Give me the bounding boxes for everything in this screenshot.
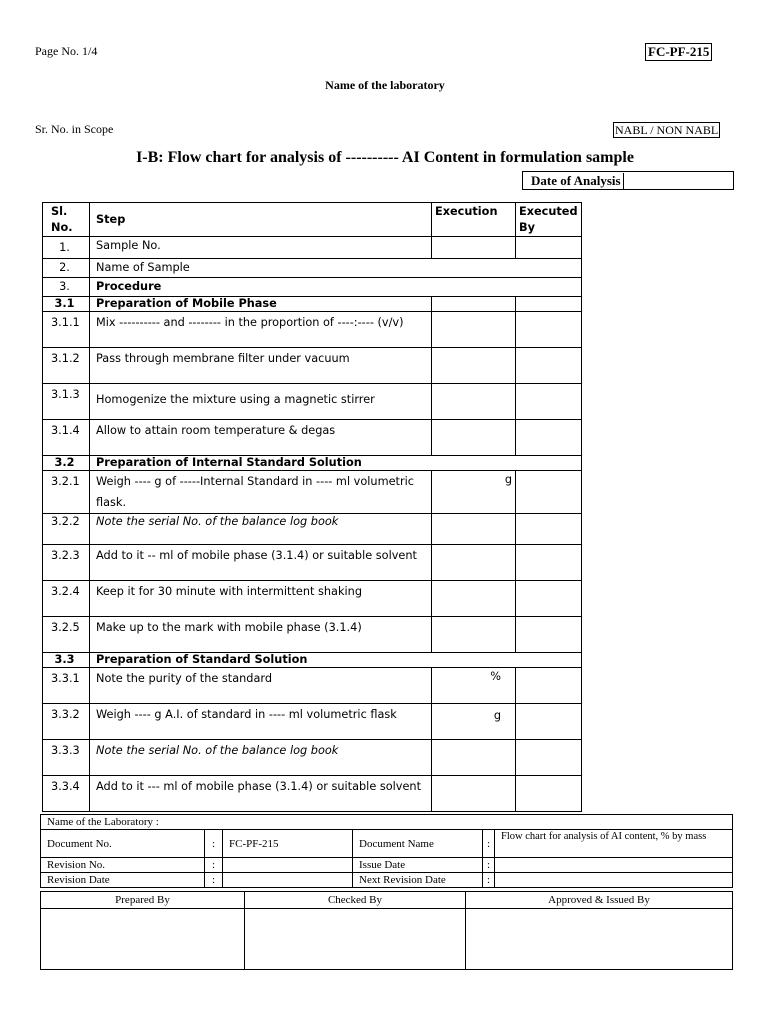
row-no: 3.2.5 <box>43 617 90 653</box>
colon: : <box>483 858 495 873</box>
next-rev-value[interactable] <box>495 873 733 888</box>
row-step: Preparation of Internal Standard Solution <box>90 456 582 471</box>
document-control-table <box>40 814 733 888</box>
row-step: Weigh ---- g A.I. of standard in ---- ml volumetric flask <box>90 704 432 740</box>
executed-by-cell[interactable] <box>516 237 582 259</box>
row-no: 3.1 <box>43 297 90 312</box>
date-of-analysis-label: Date of Analysis <box>531 173 624 189</box>
execution-unit[interactable]: g <box>432 704 516 740</box>
executed-by-cell[interactable] <box>516 297 582 312</box>
page-number: Page No. 1/4 <box>35 44 98 58</box>
row-step: Name of Sample <box>90 259 582 278</box>
colon: : <box>205 858 223 873</box>
execution-unit[interactable]: g <box>432 471 516 514</box>
row-step: Mix ---------- and -------- in the proportion of ----:---- (v/v) <box>90 312 432 348</box>
executed-by-cell[interactable] <box>516 420 582 456</box>
executed-by-cell[interactable] <box>516 581 582 617</box>
executed-by-cell[interactable] <box>516 312 582 348</box>
nabl-label: NABL / NON NABL <box>615 123 719 137</box>
row-no: 3.2.1 <box>43 471 90 514</box>
row-step: Allow to attain room temperature & degas <box>90 420 432 456</box>
footer-row <box>41 873 733 888</box>
footer-row <box>41 830 733 858</box>
footer-lab-name: Name of the Laboratory : <box>41 815 733 830</box>
row-no: 3.3.3 <box>43 740 90 776</box>
rev-no-value[interactable] <box>223 858 353 873</box>
table-row <box>43 776 582 812</box>
col-step: Step <box>90 203 432 237</box>
executed-by-cell[interactable] <box>516 704 582 740</box>
table-row <box>43 259 582 278</box>
row-no: 3. <box>43 278 90 297</box>
colon: : <box>205 830 223 858</box>
rev-date-value[interactable] <box>223 873 353 888</box>
row-no: 3.3.2 <box>43 704 90 740</box>
row-no: 3.3 <box>43 653 90 668</box>
table-row <box>43 312 582 348</box>
executed-by-cell[interactable] <box>516 776 582 812</box>
row-no: 2. <box>43 259 90 278</box>
signature-row <box>41 909 733 970</box>
colon: : <box>205 873 223 888</box>
executed-by-cell[interactable] <box>516 668 582 704</box>
document-title: I-B: Flow chart for analysis of ---------- AI Content in formulation sample <box>136 149 634 166</box>
col-execution: Execution <box>432 203 516 237</box>
row-no: 1. <box>43 237 90 259</box>
section-row <box>43 456 582 471</box>
row-step: Add to it -- ml of mobile phase (3.1.4) or suitable solvent <box>90 545 432 581</box>
row-step: Preparation of Mobile Phase <box>90 297 432 312</box>
row-no: 3.1.2 <box>43 348 90 384</box>
table-row <box>43 471 582 514</box>
execution-cell[interactable] <box>432 545 516 581</box>
row-step: Pass through membrane filter under vacuum <box>90 348 432 384</box>
table-row <box>43 668 582 704</box>
section-row <box>43 653 582 668</box>
signature-table <box>40 891 733 970</box>
signature-header-row <box>41 892 733 909</box>
footer-row <box>41 858 733 873</box>
laboratory-name: Name of the laboratory <box>325 78 445 92</box>
execution-cell[interactable] <box>432 384 516 420</box>
rev-date-label: Revision Date <box>41 873 205 888</box>
execution-cell[interactable] <box>432 740 516 776</box>
table-row <box>43 348 582 384</box>
colon: : <box>483 830 495 858</box>
execution-cell[interactable] <box>432 420 516 456</box>
row-step: Keep it for 30 minute with intermittent shaking <box>90 581 432 617</box>
execution-unit[interactable]: % <box>432 668 516 704</box>
approved-by-label: Approved & Issued By <box>466 892 733 909</box>
row-step: Sample No. <box>90 237 432 259</box>
row-step: Add to it --- ml of mobile phase (3.1.4) or suitable solvent <box>90 776 432 812</box>
row-step: Make up to the mark with mobile phase (3.1.4) <box>90 617 432 653</box>
rev-no-label: Revision No. <box>41 858 205 873</box>
table-header <box>43 203 582 237</box>
doc-name-label: Document Name <box>353 830 483 858</box>
executed-by-cell[interactable] <box>516 514 582 545</box>
table-row <box>43 545 582 581</box>
table-row <box>43 237 582 259</box>
executed-by-cell[interactable] <box>516 384 582 420</box>
row-no: 3.2.2 <box>43 514 90 545</box>
next-rev-label: Next Revision Date <box>353 873 483 888</box>
table-row <box>43 704 582 740</box>
issue-date-value[interactable] <box>495 858 733 873</box>
row-no: 3.1.1 <box>43 312 90 348</box>
row-no: 3.3.1 <box>43 668 90 704</box>
execution-cell[interactable] <box>432 776 516 812</box>
col-sl-no: Sl. No. <box>43 203 90 237</box>
row-step: Note the serial No. of the balance log book <box>90 514 432 545</box>
row-no: 3.2 <box>43 456 90 471</box>
table-row <box>43 514 582 545</box>
doc-name-value: Flow chart for analysis of AI content, % by mass <box>495 830 733 858</box>
prepared-by-signature[interactable] <box>41 909 245 970</box>
executed-by-cell[interactable] <box>516 471 582 514</box>
table-row <box>43 581 582 617</box>
prepared-by-label: Prepared By <box>41 892 245 909</box>
row-no: 3.2.3 <box>43 545 90 581</box>
col-executed-by: Executed By <box>516 203 582 237</box>
checked-by-label: Checked By <box>245 892 466 909</box>
execution-cell[interactable] <box>432 312 516 348</box>
row-step: Note the purity of the standard <box>90 668 432 704</box>
executed-by-cell[interactable] <box>516 740 582 776</box>
row-no: 3.3.4 <box>43 776 90 812</box>
table-row <box>43 740 582 776</box>
date-of-analysis-field[interactable] <box>522 171 734 190</box>
scope-label: Sr. No. in Scope <box>35 122 114 136</box>
section-row <box>43 297 582 312</box>
steps-table <box>42 202 582 812</box>
row-no: 3.1.4 <box>43 420 90 456</box>
row-step: Preparation of Standard Solution <box>90 653 582 668</box>
execution-cell[interactable] <box>432 348 516 384</box>
form-code: FC-PF-215 <box>645 43 712 61</box>
executed-by-cell[interactable] <box>516 617 582 653</box>
execution-cell[interactable] <box>432 617 516 653</box>
table-row <box>43 617 582 653</box>
row-no: 3.1.3 <box>43 384 90 420</box>
execution-cell[interactable] <box>432 514 516 545</box>
table-row <box>43 420 582 456</box>
execution-cell[interactable] <box>432 237 516 259</box>
executed-by-cell[interactable] <box>516 545 582 581</box>
row-step: Note the serial No. of the balance log book <box>90 740 432 776</box>
approved-by-signature[interactable] <box>466 909 733 970</box>
row-step: Homogenize the mixture using a magnetic stirrer <box>90 384 432 420</box>
row-step: Weigh ---- g of -----Internal Standard in ---- ml volumetric flask. <box>90 471 432 514</box>
issue-date-label: Issue Date <box>353 858 483 873</box>
execution-cell[interactable] <box>432 297 516 312</box>
table-row <box>43 278 582 297</box>
footer-row <box>41 815 733 830</box>
row-step: Procedure <box>90 278 582 297</box>
table-row <box>43 384 582 420</box>
row-no: 3.2.4 <box>43 581 90 617</box>
doc-no-value: FC-PF-215 <box>223 830 353 858</box>
colon: : <box>483 873 495 888</box>
execution-cell[interactable] <box>432 581 516 617</box>
doc-no-label: Document No. <box>41 830 205 858</box>
executed-by-cell[interactable] <box>516 348 582 384</box>
checked-by-signature[interactable] <box>245 909 466 970</box>
